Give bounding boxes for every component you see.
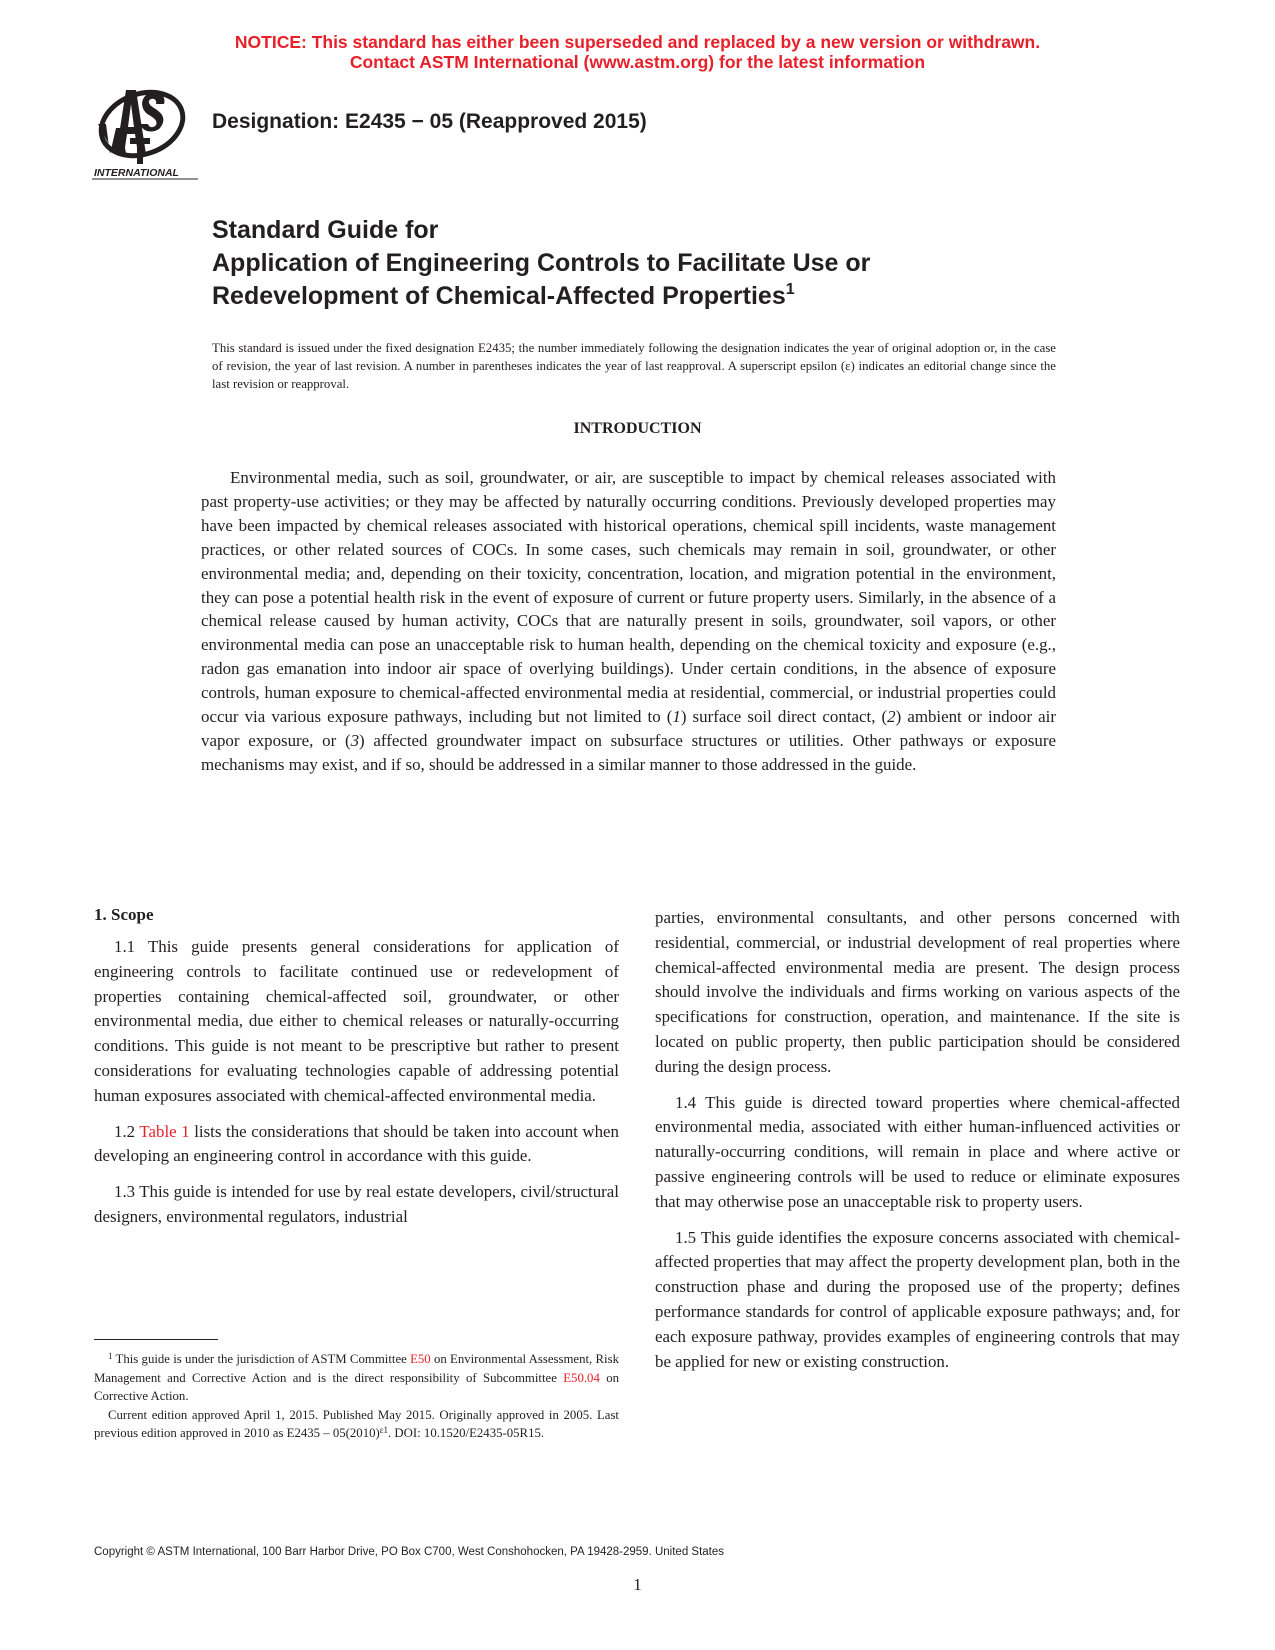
right-column	[655, 906, 1180, 1385]
intro-text-d: affected groundwater impact on subsurface structures or utilities. Other pathways or exposure mechanisms may exist, and if so, should be addressed in a similar manner to those addressed in the guide.	[201, 730, 1056, 774]
title-line-2: Application of Engineering Controls to Facilitate Use or	[212, 249, 871, 277]
footnote-text-b: on Environmental Assessment, Risk Management and Corrective Action and is the direct responsibility of Subcommittee	[94, 1352, 619, 1385]
title-line-3	[212, 280, 1112, 313]
scope-paragraph-1-2	[94, 1120, 619, 1170]
scope-paragraph-1-4: 1.4 This guide is directed toward properties where chemical-affected environmental media, associated with either human-influenced activities or naturally-occurring conditions, will remain in place and where active or passive engineering controls will be used to reduce or eliminate exposures that may otherwise pose an unacceptable risk to property users.	[655, 1092, 1180, 1211]
introduction-text: Environmental media, such as soil, groundwater, or air, are susceptible to impact by chemical releases associated with past property-use activities; or they may be affected by naturally occurring conditions. Previously developed properties may have been impacted by chemical releases associated with historical operations, chemical spill incidents, waste management practices, or other related sources of COCs. In some cases, such chemicals may remain in soil, groundwater, or other environmental media; and, depending on their toxicity, concentration, location, and migration potential in the environment, they can pose a potential health risk in the event of exposure of current or future property users. Similarly, in the absence of a chemical release caused by human activity, COCs that are naturally present in soils, groundwater, soil vapors, or other environmental media can pose an unacceptable risk to human health, depending on the chemical toxicity and exposure (e.g., radon gas emanation into indoor air space of overlying buildings). Under certain conditions, in the absence of exposure controls, human exposure to chemical-affected environmental media at residential, commercial, or industrial properties could occur via various exposure pathways, including but not limited to (1) surface soil direct contact, (2) ambient or indoor air vapor exposure, or (3) affected groundwater impact on subsurface structures or utilities. Other pathways or exposure mechanisms may exist, and if so, should be addressed in a similar manner to those addressed in the guide.	[201, 468, 1056, 774]
table-1-link[interactable]: Table 1	[139, 1121, 190, 1141]
issued-note: This standard is issued under the fixed designation E2435; the number immediately following the designation indicates the year of original adoption or, in the case of revision, the year of last revision. A number in parentheses indicates the year of last reapproval. A superscript epsilon (ε) indicates an editorial change since the last revision or reapproval.	[212, 341, 1056, 391]
footnote-text-a: This guide is under the jurisdiction of ASTM Committee	[112, 1352, 411, 1366]
introduction-heading: INTRODUCTION	[573, 420, 702, 437]
footnote-divider	[94, 1339, 218, 1340]
intro-item-1: 1	[672, 707, 681, 727]
left-column	[94, 904, 619, 1241]
intro-item-3: 3	[350, 730, 360, 750]
committee-e50-link[interactable]: E50	[410, 1352, 431, 1366]
intro-text-b: surface soil direct contact,	[686, 707, 882, 727]
subcommittee-e50-04-link[interactable]: E50.04	[563, 1370, 600, 1385]
notice-line-1: NOTICE: This standard has either been superseded and replaced by a new version or withdrawn.	[234, 32, 1041, 52]
designation: Designation: E2435 − 05 (Reapproved 2015)	[212, 110, 647, 133]
footnote-edition-sup: ε1	[379, 1425, 389, 1435]
scope-paragraph-1-5: 1.5 This guide identifies the exposure concerns associated with chemical-affected properties that may affect the property development plan, both in the construction phase and during the proposed use of the property; defines performance standards for control of applicable exposure pathways; and, for each exposure pathway, provides examples of engineering controls that may be applied for new or existing construction.	[655, 1227, 1180, 1371]
title-line-3-text: Redevelopment of Chemical-Affected Properties	[212, 282, 786, 310]
notice-banner	[0, 32, 1275, 72]
footnote	[94, 1350, 619, 1443]
footnote-jurisdiction	[94, 1350, 619, 1406]
logo-text: INTERNATIONAL	[94, 167, 179, 179]
notice-line-2: Contact ASTM International (www.astm.org) for the latest information	[349, 52, 926, 72]
scope-heading: 1. Scope	[94, 905, 154, 924]
scope-paragraph-1-3: 1.3 This guide is intended for use by real estate developers, civil/structural designers, environmental regulators, industrial	[94, 1182, 619, 1226]
page-number: 1	[633, 1575, 642, 1594]
intro-item-2: 2	[887, 707, 896, 727]
footnote-mark: 1	[108, 1351, 113, 1361]
scope-paragraph-1-1: 1.1 This guide presents general considerations for application of engineering controls to facilitate continued use or redevelopment of properties containing chemical-affected soil, groundwater, or other environmental media, due either to chemical releases or naturally-occurring conditions. This guide is not meant to be prescriptive but rather to present considerations for evaluating technologies capable of addressing potential human exposures associated with chemical-affected environmental media.	[94, 937, 619, 1105]
document-title	[212, 214, 1112, 313]
footnote-edition-a: Current edition approved April 1, 2015. Published May 2015. Originally approved in 2005. Last previous edition approved in 2010 as E2435 – 05(2010)	[94, 1407, 619, 1440]
footnote-text-c: on Corrective Action.	[94, 1370, 619, 1403]
intro-text-c: ambient or indoor air vapor exposure, or	[201, 707, 1056, 750]
scope-1-2-text: lists the considerations that should be taken into account when developing an engineering control in accordance with this guide.	[94, 1121, 619, 1166]
intro-text-a: Environmental media, such as soil, groundwater, or air, are susceptible to impact by chemical releases associated with past property-use activities; or they may be affected by naturally occurring conditions. Previously developed properties may have been impacted by chemical releases associated with historical operations, chemical spill incidents, waste management practices, or other related sources of COCs. In some cases, such chemicals may remain in soil, groundwater, or other environmental media; and, depending on their toxicity, concentration, location, and migration potential in the environment, they can pose a potential health risk in the event of exposure of current or future property users. Similarly, in the absence of a chemical release caused by human activity, COCs that are naturally present in soils, groundwater, soil vapors, or other environmental media can pose an unacceptable risk to human health, depending on the chemical toxicity and exposure (e.g., radon gas emanation into indoor air space of overlying buildings). Under certain conditions, in the absence of exposure controls, human exposure to chemical-affected environmental media at residential, commercial, or industrial properties could occur via various exposure pathways, including but not limited to	[201, 468, 1056, 727]
footnote-edition	[94, 1406, 619, 1443]
scope-paragraph-1-3-continued: parties, environmental consultants, and other persons concerned with residential, commercial, or industrial development of real properties where chemical-affected environmental media are present. The design process should involve the individuals and firms working on various aspects of the specifications for construction, operation, and maintenance. If the site is located on public property, then public participation should be considered during the design process.	[655, 908, 1180, 1076]
copyright-line: Copyright © ASTM International, 100 Barr Harbor Drive, PO Box C700, West Conshohocken, PA 19428-2959. United States	[94, 1546, 725, 1558]
title-line-1: Standard Guide for	[212, 216, 439, 244]
footnote-edition-b: . DOI: 10.1520/E2435-05R15.	[388, 1426, 545, 1440]
title-footnote-mark: 1	[785, 281, 795, 298]
scope-1-2-prefix: 1.2	[114, 1121, 140, 1141]
astm-international-logo-icon	[92, 84, 200, 180]
